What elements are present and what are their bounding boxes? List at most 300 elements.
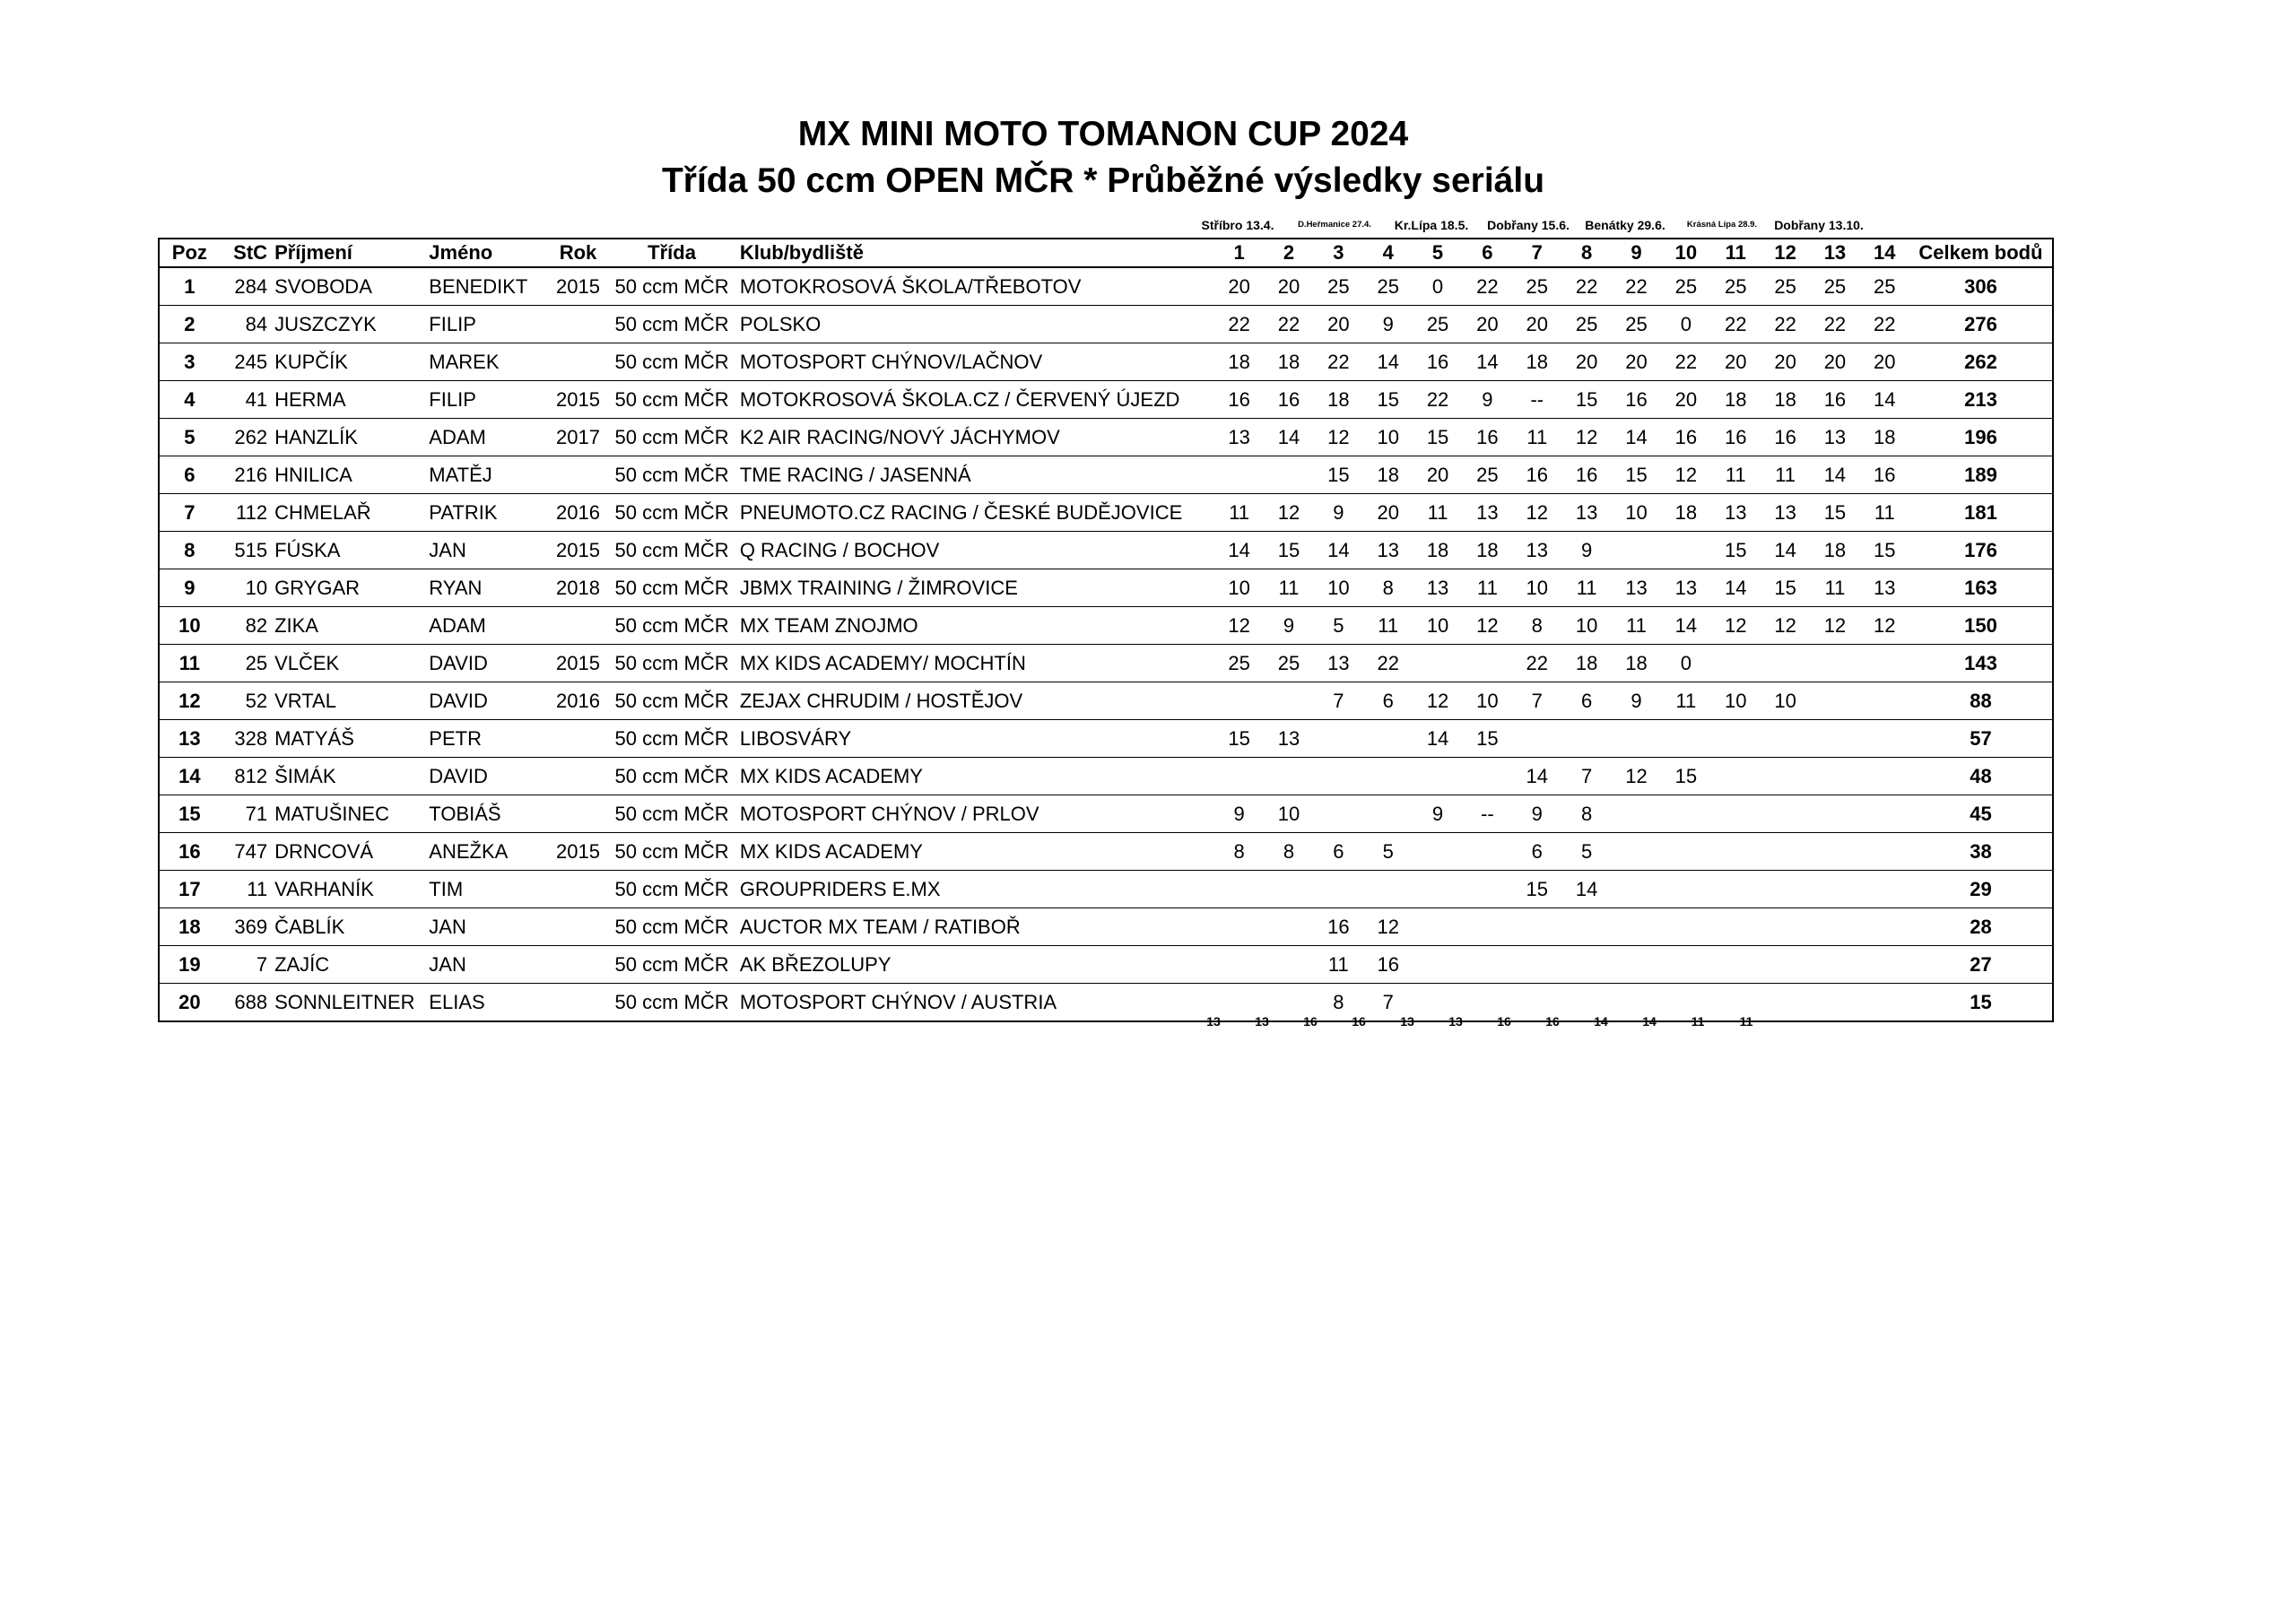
cell-race-4: 6	[1363, 682, 1413, 720]
cell-race-14: 14	[1860, 381, 1909, 419]
cell-race-6	[1463, 833, 1512, 871]
cell-stc: 262	[220, 419, 271, 456]
venue-label: Kr.Lípa 18.5.	[1394, 218, 1469, 232]
cell-rok	[549, 720, 608, 758]
cell-race-11: 18	[1711, 381, 1761, 419]
cell-klub: LIBOSVÁRY	[736, 720, 1214, 758]
cell-race-6: 13	[1463, 494, 1512, 532]
table-header-row	[159, 239, 2053, 267]
cell-race-13: 12	[1810, 607, 1859, 645]
cell-prijmeni: ZIKA	[271, 607, 425, 645]
cell-race-5: 9	[1413, 795, 1462, 833]
cell-race-10: 11	[1661, 682, 1710, 720]
cell-stc: 11	[220, 871, 271, 908]
cell-prijmeni: VLČEK	[271, 645, 425, 682]
cell-race-3: 18	[1314, 381, 1363, 419]
cell-jmeno: TOBIÁŠ	[425, 795, 548, 833]
cell-rok: 2015	[549, 532, 608, 569]
cell-jmeno: RYAN	[425, 569, 548, 607]
cell-race-2: 10	[1264, 795, 1313, 833]
table-row	[159, 946, 2053, 984]
cell-race-13	[1810, 833, 1859, 871]
cell-race-8: 12	[1561, 419, 1611, 456]
cell-race-7: 6	[1512, 833, 1561, 871]
cell-race-9	[1612, 871, 1661, 908]
cell-jmeno: TIM	[425, 871, 548, 908]
cell-race-5: 18	[1413, 532, 1462, 569]
cell-race-8	[1561, 908, 1611, 946]
cell-race-9: 11	[1612, 607, 1661, 645]
cell-rok: 2016	[549, 682, 608, 720]
cell-race-9	[1612, 720, 1661, 758]
cell-race-8: 13	[1561, 494, 1611, 532]
cell-klub: AK BŘEZOLUPY	[736, 946, 1214, 984]
cell-race-10: 25	[1661, 267, 1710, 306]
cell-rok: 2017	[549, 419, 608, 456]
cell-stc: 369	[220, 908, 271, 946]
cell-trida: 50 ccm MČR	[607, 645, 736, 682]
cell-race-14: 18	[1860, 419, 1909, 456]
cell-race-10: 22	[1661, 343, 1710, 381]
cell-klub: Q RACING / BOCHOV	[736, 532, 1214, 569]
cell-race-1: 18	[1214, 343, 1264, 381]
cell-race-4: 9	[1363, 306, 1413, 343]
cell-trida: 50 ccm MČR	[607, 419, 736, 456]
cell-race-10: 12	[1661, 456, 1710, 494]
cell-race-12	[1761, 645, 1810, 682]
cell-race-3: 10	[1314, 569, 1363, 607]
header-race-4: 4	[1363, 239, 1413, 267]
footer-count: 13	[1255, 1014, 1269, 1029]
cell-klub: MOTOSPORT CHÝNOV / AUSTRIA	[736, 984, 1214, 1022]
cell-prijmeni: JUSZCZYK	[271, 306, 425, 343]
cell-trida: 50 ccm MČR	[607, 984, 736, 1022]
cell-race-6: 14	[1463, 343, 1512, 381]
cell-race-12: 25	[1761, 267, 1810, 306]
cell-race-10	[1661, 833, 1710, 871]
cell-race-2	[1264, 456, 1313, 494]
cell-total: 276	[1909, 306, 2053, 343]
cell-race-8: 22	[1561, 267, 1611, 306]
cell-rok	[549, 908, 608, 946]
cell-race-5: 25	[1413, 306, 1462, 343]
cell-trida: 50 ccm MČR	[607, 720, 736, 758]
cell-rok	[549, 871, 608, 908]
cell-klub: TME RACING / JASENNÁ	[736, 456, 1214, 494]
cell-total: 213	[1909, 381, 2053, 419]
cell-race-3	[1314, 871, 1363, 908]
table-row	[159, 569, 2053, 607]
cell-poz: 2	[159, 306, 220, 343]
cell-race-6: 25	[1463, 456, 1512, 494]
cell-race-7: 7	[1512, 682, 1561, 720]
cell-jmeno: DAVID	[425, 645, 548, 682]
header-race-6: 6	[1463, 239, 1512, 267]
cell-prijmeni: VARHANÍK	[271, 871, 425, 908]
cell-klub: MX KIDS ACADEMY/ MOCHTÍN	[736, 645, 1214, 682]
cell-klub: MOTOSPORT CHÝNOV/LAČNOV	[736, 343, 1214, 381]
cell-race-5	[1413, 758, 1462, 795]
cell-race-14	[1860, 758, 1909, 795]
cell-poz: 1	[159, 267, 220, 306]
cell-poz: 9	[159, 569, 220, 607]
cell-race-13: 22	[1810, 306, 1859, 343]
cell-race-2: 15	[1264, 532, 1313, 569]
cell-race-7: --	[1512, 381, 1561, 419]
cell-poz: 16	[159, 833, 220, 871]
cell-race-1: 11	[1214, 494, 1264, 532]
cell-race-4: 14	[1363, 343, 1413, 381]
cell-stc: 82	[220, 607, 271, 645]
cell-rok: 2015	[549, 645, 608, 682]
cell-rok	[549, 343, 608, 381]
cell-race-8: 11	[1561, 569, 1611, 607]
venue-label: Dobřany 13.10.	[1774, 218, 1864, 232]
cell-race-10	[1661, 795, 1710, 833]
cell-trida: 50 ccm MČR	[607, 871, 736, 908]
cell-total: 196	[1909, 419, 2053, 456]
header-rok: Rok	[549, 239, 608, 267]
cell-race-14	[1860, 946, 1909, 984]
cell-rok	[549, 607, 608, 645]
cell-race-7: 8	[1512, 607, 1561, 645]
cell-trida: 50 ccm MČR	[607, 682, 736, 720]
footer-count: 11	[1739, 1014, 1753, 1029]
results-table	[158, 238, 2054, 1022]
cell-race-13: 11	[1810, 569, 1859, 607]
cell-race-14	[1860, 833, 1909, 871]
table-row	[159, 871, 2053, 908]
cell-race-5	[1413, 908, 1462, 946]
cell-rok	[549, 456, 608, 494]
cell-total: 143	[1909, 645, 2053, 682]
cell-race-11: 15	[1711, 532, 1761, 569]
cell-race-1: 12	[1214, 607, 1264, 645]
cell-stc: 245	[220, 343, 271, 381]
cell-rok: 2018	[549, 569, 608, 607]
cell-race-1: 22	[1214, 306, 1264, 343]
cell-race-2: 14	[1264, 419, 1313, 456]
cell-poz: 5	[159, 419, 220, 456]
cell-race-2: 20	[1264, 267, 1313, 306]
cell-total: 38	[1909, 833, 2053, 871]
cell-total: 45	[1909, 795, 2053, 833]
cell-poz: 13	[159, 720, 220, 758]
page-subtitle: Třída 50 ccm OPEN MČR * Průběžné výsledky seriálu	[661, 161, 1545, 200]
cell-race-5	[1413, 645, 1462, 682]
cell-prijmeni: MATYÁŠ	[271, 720, 425, 758]
table-row	[159, 456, 2053, 494]
cell-klub: K2 AIR RACING/NOVÝ JÁCHYMOV	[736, 419, 1214, 456]
cell-trida: 50 ccm MČR	[607, 343, 736, 381]
cell-race-8: 9	[1561, 532, 1611, 569]
cell-poz: 12	[159, 682, 220, 720]
cell-race-6: 12	[1463, 607, 1512, 645]
cell-race-12: 11	[1761, 456, 1810, 494]
cell-poz: 15	[159, 795, 220, 833]
cell-race-8: 16	[1561, 456, 1611, 494]
cell-race-11: 22	[1711, 306, 1761, 343]
cell-race-4: 12	[1363, 908, 1413, 946]
table-row	[159, 343, 2053, 381]
cell-prijmeni: FÚSKA	[271, 532, 425, 569]
cell-race-7: 18	[1512, 343, 1561, 381]
cell-prijmeni: SVOBODA	[271, 267, 425, 306]
cell-jmeno: FILIP	[425, 381, 548, 419]
cell-stc: 747	[220, 833, 271, 871]
cell-trida: 50 ccm MČR	[607, 456, 736, 494]
cell-race-8	[1561, 946, 1611, 984]
cell-rok: 2015	[549, 267, 608, 306]
header-race-8: 8	[1561, 239, 1611, 267]
cell-race-5: 15	[1413, 419, 1462, 456]
cell-race-5: 13	[1413, 569, 1462, 607]
cell-race-1	[1214, 758, 1264, 795]
cell-race-13	[1810, 720, 1859, 758]
cell-poz: 17	[159, 871, 220, 908]
cell-klub: PNEUMOTO.CZ RACING / ČESKÉ BUDĚJOVICE	[736, 494, 1214, 532]
cell-race-5: 14	[1413, 720, 1462, 758]
footer-count: 13	[1448, 1014, 1463, 1029]
cell-klub: AUCTOR MX TEAM / RATIBOŘ	[736, 908, 1214, 946]
cell-race-12: 22	[1761, 306, 1810, 343]
cell-race-3: 5	[1314, 607, 1363, 645]
header-race-1: 1	[1214, 239, 1264, 267]
cell-race-4	[1363, 758, 1413, 795]
cell-race-14: 15	[1860, 532, 1909, 569]
cell-race-4: 16	[1363, 946, 1413, 984]
cell-race-1: 15	[1214, 720, 1264, 758]
cell-poz: 7	[159, 494, 220, 532]
cell-race-3: 13	[1314, 645, 1363, 682]
cell-race-11: 11	[1711, 456, 1761, 494]
cell-race-5: 16	[1413, 343, 1462, 381]
cell-jmeno: PETR	[425, 720, 548, 758]
cell-stc: 328	[220, 720, 271, 758]
cell-race-1	[1214, 456, 1264, 494]
cell-race-11	[1711, 720, 1761, 758]
table-row	[159, 720, 2053, 758]
cell-race-12: 15	[1761, 569, 1810, 607]
cell-race-4: 18	[1363, 456, 1413, 494]
cell-race-11: 16	[1711, 419, 1761, 456]
cell-race-2	[1264, 908, 1313, 946]
cell-race-11: 14	[1711, 569, 1761, 607]
cell-jmeno: PATRIK	[425, 494, 548, 532]
cell-race-4	[1363, 720, 1413, 758]
cell-race-13: 18	[1810, 532, 1859, 569]
footer-count: 14	[1594, 1014, 1608, 1029]
cell-race-10: 13	[1661, 569, 1710, 607]
cell-race-3: 6	[1314, 833, 1363, 871]
cell-race-12	[1761, 833, 1810, 871]
cell-race-8: 14	[1561, 871, 1611, 908]
cell-race-13	[1810, 682, 1859, 720]
venue-label: Krásná Lípa 28.9.	[1686, 220, 1758, 230]
cell-race-9	[1612, 908, 1661, 946]
cell-race-3: 25	[1314, 267, 1363, 306]
cell-stc: 216	[220, 456, 271, 494]
table-row	[159, 795, 2053, 833]
cell-race-3	[1314, 758, 1363, 795]
cell-jmeno: MAREK	[425, 343, 548, 381]
cell-race-7: 25	[1512, 267, 1561, 306]
cell-race-10	[1661, 908, 1710, 946]
cell-race-12: 18	[1761, 381, 1810, 419]
table-row	[159, 532, 2053, 569]
cell-jmeno: DAVID	[425, 682, 548, 720]
cell-race-9: 14	[1612, 419, 1661, 456]
cell-race-3	[1314, 720, 1363, 758]
cell-race-1: 25	[1214, 645, 1264, 682]
cell-race-14: 25	[1860, 267, 1909, 306]
cell-race-6: 15	[1463, 720, 1512, 758]
cell-total: 163	[1909, 569, 2053, 607]
cell-race-9: 18	[1612, 645, 1661, 682]
cell-rok	[549, 758, 608, 795]
header-jmeno: Jméno	[425, 239, 548, 267]
cell-race-8: 15	[1561, 381, 1611, 419]
cell-race-2: 11	[1264, 569, 1313, 607]
cell-race-1: 8	[1214, 833, 1264, 871]
cell-trida: 50 ccm MČR	[607, 758, 736, 795]
header-total: Celkem bodů	[1909, 239, 2053, 267]
cell-trida: 50 ccm MČR	[607, 569, 736, 607]
cell-race-4: 15	[1363, 381, 1413, 419]
cell-race-8: 10	[1561, 607, 1611, 645]
cell-race-6: 22	[1463, 267, 1512, 306]
header-race-13: 13	[1810, 239, 1859, 267]
cell-race-8: 5	[1561, 833, 1611, 871]
cell-prijmeni: ŠIMÁK	[271, 758, 425, 795]
cell-race-3: 9	[1314, 494, 1363, 532]
cell-race-5: 10	[1413, 607, 1462, 645]
cell-race-7: 9	[1512, 795, 1561, 833]
cell-race-4: 10	[1363, 419, 1413, 456]
cell-race-1	[1214, 908, 1264, 946]
cell-race-4	[1363, 795, 1413, 833]
cell-race-11	[1711, 795, 1761, 833]
cell-stc: 688	[220, 984, 271, 1022]
cell-race-1	[1214, 871, 1264, 908]
table-row	[159, 758, 2053, 795]
header-race-11: 11	[1711, 239, 1761, 267]
cell-race-7: 14	[1512, 758, 1561, 795]
cell-race-13	[1810, 908, 1859, 946]
cell-stc: 284	[220, 267, 271, 306]
cell-prijmeni: HANZLÍK	[271, 419, 425, 456]
cell-poz: 11	[159, 645, 220, 682]
header-race-14: 14	[1860, 239, 1909, 267]
table-row	[159, 381, 2053, 419]
cell-race-9	[1612, 946, 1661, 984]
cell-poz: 8	[159, 532, 220, 569]
cell-race-2	[1264, 871, 1313, 908]
cell-race-11	[1711, 833, 1761, 871]
cell-race-14: 11	[1860, 494, 1909, 532]
cell-race-13: 20	[1810, 343, 1859, 381]
header-poz: Poz	[159, 239, 220, 267]
cell-jmeno: FILIP	[425, 306, 548, 343]
cell-jmeno: ADAM	[425, 607, 548, 645]
cell-jmeno: ANEŽKA	[425, 833, 548, 871]
cell-race-12: 13	[1761, 494, 1810, 532]
cell-race-9	[1612, 795, 1661, 833]
cell-race-7: 16	[1512, 456, 1561, 494]
cell-stc: 41	[220, 381, 271, 419]
cell-race-9: 9	[1612, 682, 1661, 720]
cell-trida: 50 ccm MČR	[607, 833, 736, 871]
cell-race-11	[1711, 946, 1761, 984]
cell-race-14: 12	[1860, 607, 1909, 645]
cell-race-12: 16	[1761, 419, 1810, 456]
cell-race-12: 14	[1761, 532, 1810, 569]
table-row	[159, 306, 2053, 343]
footer-participant-counts	[0, 1014, 2296, 1029]
cell-race-13: 14	[1810, 456, 1859, 494]
footer-count: 16	[1303, 1014, 1318, 1029]
cell-total: 28	[1909, 908, 2053, 946]
cell-race-12	[1761, 758, 1810, 795]
header-race-5: 5	[1413, 239, 1462, 267]
cell-prijmeni: MATUŠINEC	[271, 795, 425, 833]
cell-stc: 515	[220, 532, 271, 569]
cell-race-10: 20	[1661, 381, 1710, 419]
cell-race-2: 8	[1264, 833, 1313, 871]
cell-race-9: 10	[1612, 494, 1661, 532]
cell-race-8	[1561, 720, 1611, 758]
cell-klub: MX KIDS ACADEMY	[736, 833, 1214, 871]
cell-race-14	[1860, 795, 1909, 833]
cell-race-11: 13	[1711, 494, 1761, 532]
cell-race-13: 15	[1810, 494, 1859, 532]
cell-total: 27	[1909, 946, 2053, 984]
cell-jmeno: JAN	[425, 532, 548, 569]
cell-stc: 7	[220, 946, 271, 984]
cell-race-10	[1661, 871, 1710, 908]
cell-race-6	[1463, 946, 1512, 984]
cell-poz: 3	[159, 343, 220, 381]
header-klub: Klub/bydliště	[736, 239, 1214, 267]
page-title: MX MINI MOTO TOMANON CUP 2024	[797, 115, 1409, 153]
cell-race-5: 0	[1413, 267, 1462, 306]
cell-race-12: 20	[1761, 343, 1810, 381]
cell-race-3: 20	[1314, 306, 1363, 343]
cell-jmeno: BENEDIKT	[425, 267, 548, 306]
cell-race-10: 18	[1661, 494, 1710, 532]
cell-rok: 2015	[549, 381, 608, 419]
cell-race-9: 25	[1612, 306, 1661, 343]
footer-count: 14	[1642, 1014, 1657, 1029]
cell-race-14	[1860, 645, 1909, 682]
cell-race-4	[1363, 871, 1413, 908]
cell-race-14: 20	[1860, 343, 1909, 381]
cell-race-6: 11	[1463, 569, 1512, 607]
cell-race-11	[1711, 871, 1761, 908]
cell-race-7	[1512, 720, 1561, 758]
cell-race-14: 16	[1860, 456, 1909, 494]
cell-prijmeni: ZAJÍC	[271, 946, 425, 984]
cell-race-8: 6	[1561, 682, 1611, 720]
cell-race-11: 25	[1711, 267, 1761, 306]
table-row	[159, 833, 2053, 871]
cell-poz: 14	[159, 758, 220, 795]
cell-race-13	[1810, 946, 1859, 984]
cell-race-9: 22	[1612, 267, 1661, 306]
cell-total: 29	[1909, 871, 2053, 908]
cell-race-3: 7	[1314, 682, 1363, 720]
cell-race-12	[1761, 871, 1810, 908]
